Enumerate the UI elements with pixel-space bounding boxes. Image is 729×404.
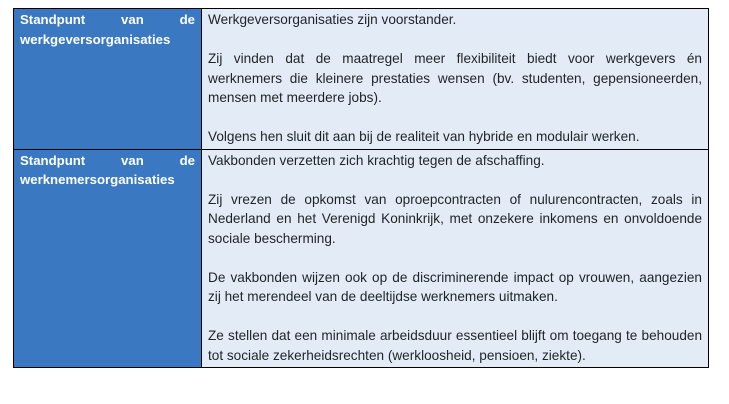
table-row-werknemers <box>14 149 709 368</box>
paragraph: Zij vrezen de opkomst van oproepcontracten of nulurencontracten, zoals in Nederland en het Verenigd Koninkrijk, met onzekere inkomens en onvoldoende sociale bescherming. <box>208 191 702 246</box>
paragraph: Vakbonden verzetten zich krachtig tegen de afschaffing. <box>208 152 545 168</box>
row-header-line1: Standpunt van de <box>20 152 195 168</box>
row-header-werknemers <box>14 149 202 368</box>
paragraph: Werkgeversorganisaties zijn voorstander. <box>208 12 457 27</box>
paragraph: Zij vinden dat de maatregel meer flexibiliteit biedt voor werkgevers én werknemers die kleinere prestaties wensen (bv. studenten, gepensioneerden, mensen met meerdere jobs). <box>208 51 702 105</box>
table-row-werkgevers <box>14 9 709 150</box>
standpunten-table <box>13 8 709 368</box>
paragraph: Volgens hen sluit dit aan bij de realiteit van hybride en modulair werken. <box>208 129 640 144</box>
row-header-line1: Standpunt van de <box>20 12 195 27</box>
row-header-line2: werkgeversorganisaties <box>20 31 171 47</box>
paragraph: Ze stellen dat een minimale arbeidsduur essentieel blijft om toegang te behouden tot sociale zekerheidsrechten (werkloosheid, pensioen, ziekte). <box>208 328 702 363</box>
paragraph: De vakbonden wijzen ook op de discriminerende impact op vrouwen, aangezien zij het merendeel van de deeltijdse werknemers uitmaken. <box>208 269 702 304</box>
row-content-werknemers <box>202 149 709 368</box>
row-content-werkgevers <box>202 9 709 150</box>
row-header-werkgevers <box>14 9 202 150</box>
row-header-line2: werknemersorganisaties <box>20 172 175 187</box>
